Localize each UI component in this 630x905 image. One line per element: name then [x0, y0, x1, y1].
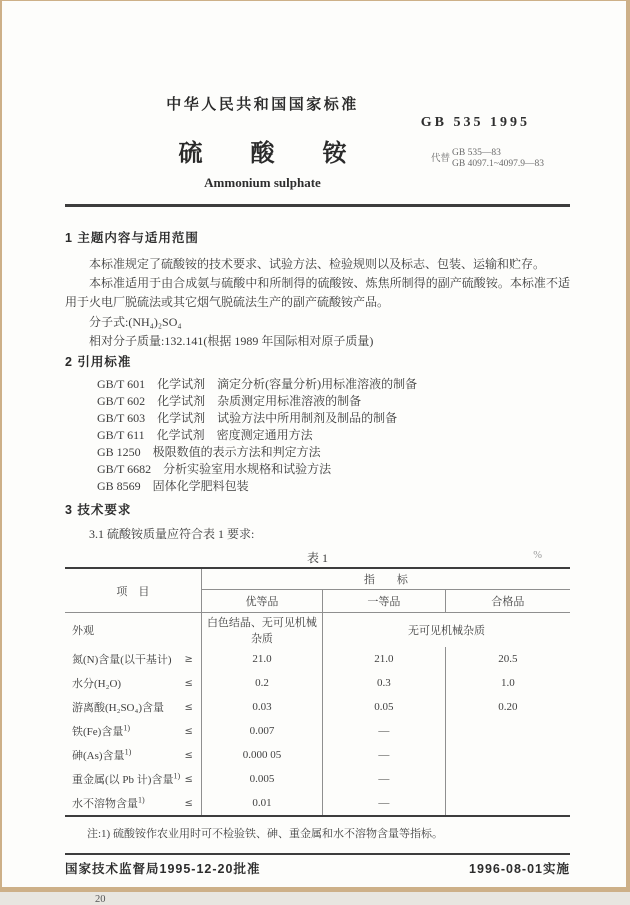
value-premium: 0.01	[201, 791, 322, 816]
supersedes-ref-1: GB 535—83	[452, 148, 501, 158]
page-number: 20	[95, 894, 106, 905]
table-unit-percent: %	[533, 550, 542, 561]
table-row-water-insolubles	[65, 791, 570, 816]
section-2-heading: 2 引用标准	[65, 355, 132, 369]
table-caption-row	[65, 549, 570, 564]
value-first: —	[323, 743, 446, 767]
value-first-and-qualified: 无可见机械杂质	[408, 625, 486, 637]
value-qualified: 20.5	[498, 653, 518, 665]
standard-org-title: 中华人民共和国国家标准	[166, 96, 359, 113]
row-label-cell: 水分(H₂O) ≤	[65, 671, 201, 695]
supersedes-ref-2: GB 4097.1~4097.9—83	[452, 159, 544, 169]
value-first: —	[323, 719, 446, 743]
standard-title-cn: 硫 酸 铵	[178, 141, 347, 167]
table-footnote: 注:1) 硫酸铵作农业用时可不检验铁、砷、重金属和水不溶物含量等指标。	[87, 828, 443, 840]
column-header-item: 项 目	[65, 568, 201, 613]
table-row-heavy-metals	[65, 767, 570, 791]
value-premium: 0.03	[201, 695, 322, 719]
value-qualified	[445, 743, 570, 767]
reference-item: GB/T 602 化学试剂 杂质测定用标准溶液的制备	[97, 394, 362, 408]
value-first: —	[323, 791, 446, 816]
value-qualified: 1.0	[500, 677, 515, 689]
reference-item: GB 1250 极限数值的表示方法和判定方法	[97, 445, 321, 459]
value-qualified	[445, 719, 570, 743]
value-premium: 0.007	[201, 719, 322, 743]
document-header	[65, 93, 570, 204]
molecular-weight: 相对分子质量:132.141(根据 1989 年国际相对原子质量)	[89, 334, 374, 348]
column-header-premium-grade: 优等品	[201, 590, 322, 613]
value-qualified	[445, 767, 570, 791]
reference-item: GB/T 603 化学试剂 试验方法中所用制剂及制品的制备	[97, 411, 398, 425]
value-first: —	[323, 767, 446, 791]
table-row-iron	[65, 719, 570, 743]
reference-list	[65, 376, 570, 495]
row-label-cell: 游离酸(H₂SO₄)含量 ≤	[65, 695, 201, 719]
reference-item: GB/T 611 化学试剂 密度测定通用方法	[97, 428, 313, 442]
table-row-free-acid	[65, 695, 570, 719]
value-first: 21.0	[323, 647, 446, 671]
section-3-heading: 3 技术要求	[65, 503, 132, 517]
value-first: 0.05	[323, 695, 446, 719]
row-label-cell: 重金属(以 Pb 计)含量$^{1)}$ ≤	[65, 767, 201, 791]
value-premium: 21.0	[201, 647, 322, 671]
standard-title-en: Ammonium sulphate	[204, 175, 321, 190]
header-rule	[65, 204, 570, 207]
table-caption: 表 1	[306, 551, 328, 565]
value-qualified: 0.20	[498, 701, 518, 713]
footer-rule	[65, 853, 570, 855]
molecular-formula: 分子式:(NH₄)₂SO₄	[89, 315, 182, 329]
reference-item: GB/T 6682 分析实验室用水规格和试验方法	[97, 462, 332, 476]
clause-3-1: 3.1 硫酸铵质量应符合表 1 要求:	[89, 527, 255, 541]
value-qualified	[445, 791, 570, 816]
requirements-table	[65, 567, 570, 817]
row-label-cell: 氮(N)含量(以干基计) ≥	[65, 647, 201, 671]
supersedes-label: 代替	[431, 153, 451, 164]
value-premium: 白色结晶、无可见机械杂质	[201, 613, 322, 648]
row-label-cell: 铁(Fe)含量$^{1)}$ ≤	[65, 719, 201, 743]
implementation-text: 1996-08-01实施	[469, 862, 570, 876]
table-row-appearance	[65, 613, 570, 648]
column-header-index: 指 标	[201, 568, 570, 590]
approval-text: 国家技术监督局1995-12-20批准	[65, 862, 261, 876]
column-header-first-grade: 一等品	[323, 590, 446, 613]
document-footer	[65, 859, 570, 877]
value-premium: 0.005	[201, 767, 322, 791]
value-first: 0.3	[323, 671, 446, 695]
table-row-nitrogen	[65, 647, 570, 671]
value-premium: 0.2	[201, 671, 322, 695]
row-label-cell: 砷(As)含量$^{1)}$ ≤	[65, 743, 201, 767]
standard-number: GB 535 1995	[420, 115, 530, 130]
table-row-moisture	[65, 671, 570, 695]
section-1-heading: 1 主题内容与适用范围	[65, 231, 199, 245]
row-label-cell: 外观	[65, 613, 201, 648]
reference-item: GB/T 601 化学试剂 滴定分析(容量分析)用标准溶液的制备	[97, 377, 418, 391]
column-header-qualified-grade: 合格品	[445, 590, 570, 613]
scope-paragraph-2: 本标准适用于由合成氨与硫酸中和所制得的硫酸铵、炼焦所制得的副产硫酸铵。本标准不适用于火电厂脱硫法或其它烟气脱硫法生产的副产硫酸铵产品。	[65, 276, 570, 309]
supersedes-note	[431, 148, 544, 170]
scope-paragraph-1: 本标准规定了硫酸铵的技术要求、试验方法、检验规则以及标志、包装、运输和贮存。	[89, 257, 546, 271]
row-label-cell: 水不溶物含量$^{1)}$ ≤	[65, 791, 201, 816]
value-premium: 0.000 05	[201, 743, 322, 767]
reference-item: GB 8569 固体化学肥料包装	[97, 479, 249, 493]
table-row-arsenic	[65, 743, 570, 767]
